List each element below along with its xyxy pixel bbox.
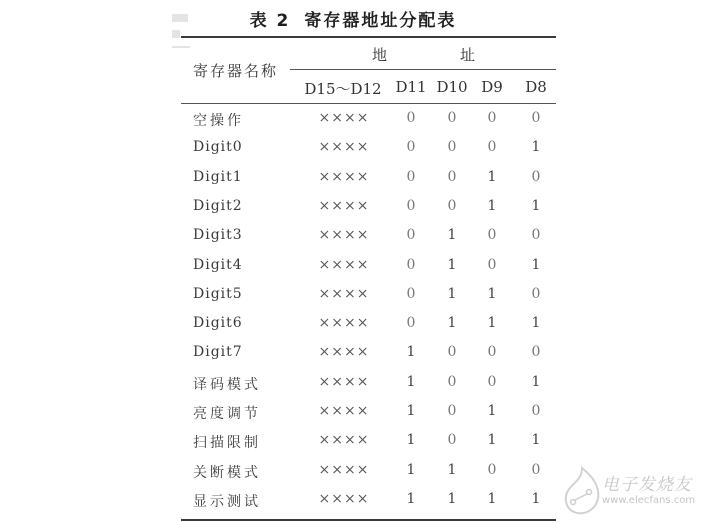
d15-d12-cell: ×××× bbox=[318, 110, 370, 126]
d11-cell: 1 bbox=[406, 374, 416, 390]
d15-d12-cell: ×××× bbox=[318, 403, 370, 419]
d9-cell: 1 bbox=[487, 491, 497, 507]
header-col-d9: D9 bbox=[481, 78, 503, 96]
d10-cell: 1 bbox=[447, 315, 457, 331]
d8-cell: 0 bbox=[531, 169, 541, 185]
d10-cell: 1 bbox=[447, 491, 457, 507]
d15-d12-cell: ×××× bbox=[318, 169, 370, 185]
table-row bbox=[0, 169, 706, 198]
scan-artifact bbox=[172, 30, 180, 38]
d8-cell: 0 bbox=[531, 403, 541, 419]
d10-cell: 1 bbox=[447, 257, 457, 273]
d9-cell: 0 bbox=[487, 344, 497, 360]
d11-cell: 0 bbox=[406, 139, 416, 155]
table-row bbox=[0, 110, 706, 139]
d10-cell: 1 bbox=[447, 227, 457, 243]
d9-cell: 0 bbox=[487, 227, 497, 243]
d10-cell: 1 bbox=[447, 462, 457, 478]
table-row bbox=[0, 227, 706, 256]
register-name-cell: 亮度调节 bbox=[193, 406, 261, 422]
d8-cell: 0 bbox=[531, 227, 541, 243]
register-name-cell: 关断模式 bbox=[193, 465, 261, 481]
d15-d12-cell: ×××× bbox=[318, 432, 370, 448]
d11-cell: 0 bbox=[406, 257, 416, 273]
d11-cell: 0 bbox=[406, 169, 416, 185]
table-row bbox=[0, 344, 706, 373]
d9-cell: 1 bbox=[487, 169, 497, 185]
d9-cell: 0 bbox=[487, 110, 497, 126]
table-title: 寄存器地址分配表 bbox=[304, 11, 457, 31]
d9-cell: 1 bbox=[487, 432, 497, 448]
d10-cell: 0 bbox=[447, 198, 457, 214]
d9-cell: 1 bbox=[487, 198, 497, 214]
header-bottom-rule bbox=[181, 103, 556, 104]
scan-artifact bbox=[172, 46, 190, 48]
register-name-cell: Digit1 bbox=[193, 169, 243, 185]
header-col-d10: D10 bbox=[436, 78, 468, 96]
register-name-cell: 显示测试 bbox=[193, 494, 261, 510]
register-name-cell: Digit3 bbox=[193, 227, 243, 243]
header-col-d8: D8 bbox=[525, 78, 547, 96]
d10-cell: 1 bbox=[447, 286, 457, 302]
d8-cell: 1 bbox=[531, 315, 541, 331]
header-register-name: 寄存器名称 bbox=[193, 62, 279, 80]
register-name-cell: Digit2 bbox=[193, 198, 243, 214]
d11-cell: 1 bbox=[406, 344, 416, 360]
header-col-d15-d12: D15～D12 bbox=[304, 80, 382, 98]
table-caption bbox=[0, 6, 706, 31]
d9-cell: 1 bbox=[487, 315, 497, 331]
d15-d12-cell: ×××× bbox=[318, 315, 370, 331]
d8-cell: 1 bbox=[531, 257, 541, 273]
register-name-cell: 空操作 bbox=[193, 113, 244, 129]
d11-cell: 1 bbox=[406, 491, 416, 507]
d11-cell: 1 bbox=[406, 462, 416, 478]
d8-cell: 1 bbox=[531, 432, 541, 448]
register-name-cell: 译码模式 bbox=[193, 377, 261, 393]
d8-cell: 1 bbox=[531, 374, 541, 390]
header-group-rule bbox=[290, 69, 556, 70]
d8-cell: 0 bbox=[531, 344, 541, 360]
d15-d12-cell: ×××× bbox=[318, 462, 370, 478]
register-name-cell: 扫描限制 bbox=[193, 435, 261, 451]
d10-cell: 0 bbox=[447, 169, 457, 185]
register-name-cell: Digit6 bbox=[193, 315, 243, 331]
d10-cell: 0 bbox=[447, 139, 457, 155]
d10-cell: 0 bbox=[447, 374, 457, 390]
header-address-left: 地 bbox=[372, 46, 388, 64]
d15-d12-cell: ×××× bbox=[318, 286, 370, 302]
d8-cell: 0 bbox=[531, 286, 541, 302]
watermark bbox=[562, 466, 702, 516]
d15-d12-cell: ×××× bbox=[318, 374, 370, 390]
d9-cell: 0 bbox=[487, 374, 497, 390]
d15-d12-cell: ×××× bbox=[318, 227, 370, 243]
d11-cell: 1 bbox=[406, 403, 416, 419]
d10-cell: 0 bbox=[447, 344, 457, 360]
d11-cell: 0 bbox=[406, 198, 416, 214]
d11-cell: 0 bbox=[406, 286, 416, 302]
d8-cell: 1 bbox=[531, 139, 541, 155]
d15-d12-cell: ×××× bbox=[318, 491, 370, 507]
d8-cell: 0 bbox=[531, 110, 541, 126]
d8-cell: 0 bbox=[531, 462, 541, 478]
register-name-cell: Digit0 bbox=[193, 139, 243, 155]
d15-d12-cell: ×××× bbox=[318, 344, 370, 360]
d10-cell: 0 bbox=[447, 403, 457, 419]
d8-cell: 1 bbox=[531, 491, 541, 507]
watermark-url-text: www.elecfans.com bbox=[602, 495, 696, 506]
d15-d12-cell: ×××× bbox=[318, 198, 370, 214]
table-top-rule bbox=[181, 36, 556, 38]
table-row bbox=[0, 403, 706, 432]
table-row bbox=[0, 198, 706, 227]
register-name-cell: Digit7 bbox=[193, 344, 243, 360]
table-row bbox=[0, 139, 706, 168]
d9-cell: 1 bbox=[487, 403, 497, 419]
d11-cell: 1 bbox=[406, 432, 416, 448]
table-number: 表 2 bbox=[249, 11, 291, 31]
d9-cell: 0 bbox=[487, 462, 497, 478]
d10-cell: 0 bbox=[447, 110, 457, 126]
d8-cell: 1 bbox=[531, 198, 541, 214]
d11-cell: 0 bbox=[406, 315, 416, 331]
d11-cell: 0 bbox=[406, 110, 416, 126]
header-address-right: 址 bbox=[460, 46, 476, 64]
d15-d12-cell: ×××× bbox=[318, 139, 370, 155]
table-row bbox=[0, 315, 706, 344]
d9-cell: 0 bbox=[487, 139, 497, 155]
watermark-cn-text: 电子发烧友 bbox=[602, 475, 692, 495]
d11-cell: 0 bbox=[406, 227, 416, 243]
d9-cell: 0 bbox=[487, 257, 497, 273]
table-row bbox=[0, 286, 706, 315]
table-row bbox=[0, 374, 706, 403]
d10-cell: 0 bbox=[447, 432, 457, 448]
table-row bbox=[0, 432, 706, 461]
d15-d12-cell: ×××× bbox=[318, 257, 370, 273]
register-name-cell: Digit5 bbox=[193, 286, 243, 302]
d9-cell: 1 bbox=[487, 286, 497, 302]
header-col-d11: D11 bbox=[395, 78, 427, 96]
elecfans-logo-icon bbox=[562, 466, 602, 518]
table-row bbox=[0, 257, 706, 286]
register-name-cell: Digit4 bbox=[193, 257, 243, 273]
